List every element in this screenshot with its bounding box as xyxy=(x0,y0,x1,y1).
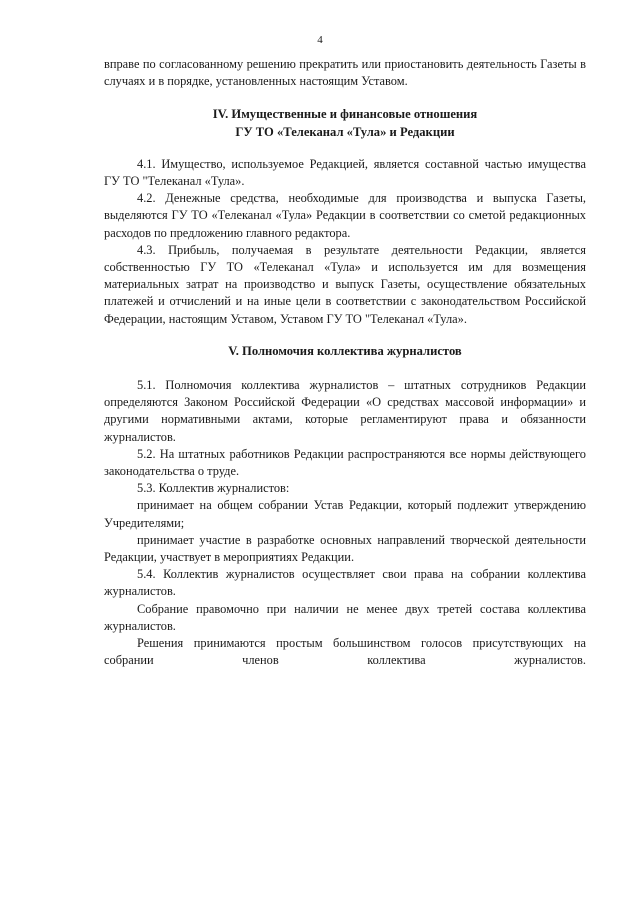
paragraph-5-1: 5.1. Полномочия коллектива журналистов – штатных сотрудников Редакции определяются Законом Российской Федерации «О средствах массовой информации» и другими нормативными актами, которые регламентируют права и обязанности журналистов. xyxy=(104,378,586,444)
section-5-body xyxy=(104,377,586,669)
paragraph-4-3: 4.3. Прибыль, получаемая в результате деятельности Редакции, является собственностью ГУ ТО «Телеканал «Тула» и используется им для возмещения материальных затрат на производство и выпуск Газеты, осуществление обязательных платежей и отчислений и на иные цели в соответствии с законодательством Российской Федерации, настоящим Уставом, Уставом ГУ ТО "Телеканал «Тула». xyxy=(104,242,586,326)
intro-paragraph: вправе по согласованному решению прекратить или приостановить деятельность Газеты в случаях и в порядке, установленных настоящим Уставом. xyxy=(104,57,586,89)
section-4-heading-line-2: ГУ ТО «Телеканал «Тула» и Редакции xyxy=(235,124,455,139)
paragraph-5-3-item-1: принимает на общем собрании Устав Редакции, который подлежит утверждению Учредителями; xyxy=(104,498,586,530)
paragraph-5-3-item-2: принимает участие в разработке основных направлений творческой деятельности Редакции, участвует в мероприятиях Редакции. xyxy=(104,532,586,565)
paragraph-4-1: 4.1. Имущество, используемое Редакцией, является составной частью имущества ГУ ТО "Телеканал «Тула». xyxy=(104,156,586,189)
paragraph-5-2: 5.2. На штатных работников Редакции распространяются все нормы действующего законодательства о труде. xyxy=(104,446,586,479)
paragraph-4-2: 4.2. Денежные средства, необходимые для производства и выпуска Газеты, выделяются ГУ ТО «Телеканал «Тула» Редакции в соответствии со сметой редакционных расходов по предложению главного редактора. xyxy=(104,191,586,240)
section-4-body xyxy=(104,156,586,328)
paragraph-5-4-decisions: Решения принимаются простым большинством голосов присутствующих на собрании членов коллектива журналистов. xyxy=(104,636,586,668)
section-4-heading-line-1: IV. Имущественные и финансовые отношения xyxy=(212,107,478,122)
section-4 xyxy=(104,106,586,327)
section-5-heading: V. Полномочия коллектива журналистов xyxy=(228,343,462,358)
paragraph-5-3: 5.3. Коллектив журналистов: xyxy=(137,481,290,496)
paragraph-5-4: 5.4. Коллектив журналистов осуществляет свои права на собрании коллектива журналистов. xyxy=(104,567,586,599)
section-5 xyxy=(104,343,586,670)
page-number: 4 xyxy=(317,34,323,46)
document-body xyxy=(104,56,586,670)
paragraph-5-4-quorum: Собрание правомочно при наличии не менее двух третей состава коллектива журналистов. xyxy=(104,601,586,633)
